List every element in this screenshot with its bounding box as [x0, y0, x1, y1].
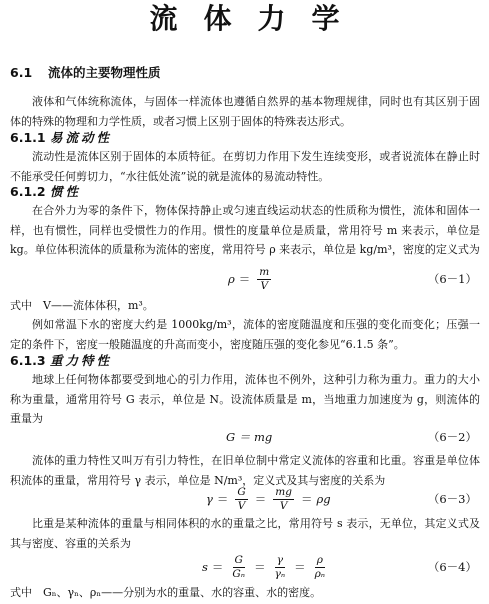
- fraction: $\frac{\rho}{\text{ρₙ}}$: [314, 553, 326, 580]
- paragraph-gravity: 地球上任何物体都要受到地心的引力作用，流体也不例外，这种引力称为重力。重力的大小称为重量，通常用符号 G 表示，单位是 N。设流体质量是 m，当地重力加速度为 g，则流体的重量为: [10, 373, 480, 425]
- fraction: $\frac{\gamma}{\text{γₙ}}$: [274, 553, 286, 580]
- section-heading-6-1-3: [10, 353, 112, 369]
- section-number: 6.1.3: [10, 353, 46, 368]
- section-number: 6.1.2: [10, 184, 46, 199]
- paragraph-inertia: 在合外力为零的条件下，物体保持静止或匀速直线运动状态的性质称为惯性，流体和固体一样，也有惯性，同样也受惯性力的作用。惯性的度量单位是质量，常用符号 m 来表示，单位是 kg。单位体积流体的质量称为流体的密度，常用符号 ρ 来表示，单位是 kg/m³，密度的定义式为: [10, 204, 480, 256]
- paragraph-where-volume: 式中 V——流体体积，m³。: [10, 299, 154, 312]
- equation-label: （6－2）: [427, 430, 477, 444]
- section-number: 6.1: [10, 65, 33, 80]
- section-title: 易流动性: [50, 130, 113, 145]
- paragraph-fluidity: 流动性是流体区别于固体的本质特征。在剪切力作用下发生连续变形，或者说流体在静止时不能承受任何剪切力，“水往低处流”说的就是流体的易流动特性。: [10, 150, 480, 183]
- section-title: 流体的主要物理性质: [48, 65, 161, 80]
- section-heading-6-1-2: [10, 184, 81, 200]
- equation-6-4: s ＝ $\frac{G}{\text{Gₙ}}$ ＝ $\frac{\gamma}{\text{γₙ}}$ ＝ $\frac{\rho}{\text{ρₙ}}$ （6－4）: [0, 550, 489, 584]
- equation-label: （6－4）: [427, 560, 477, 574]
- fraction: $\frac{m}{V}$: [259, 265, 270, 292]
- section-heading-6-1: [10, 65, 161, 81]
- equation-label: （6－1）: [427, 272, 477, 286]
- paragraph-density-example: 例如常温下水的密度大约是 1000kg/m³，流体的密度随温度和压强的变化而变化；压强一定的条件下，密度一般随温度的升高而变小，密度随压强的变化参见“6.1.5 条”。: [10, 318, 480, 351]
- eq-text: G ＝ mg: [226, 430, 273, 444]
- chapter-title: 流体力学: [149, 2, 366, 35]
- fraction: $\frac{G}{V}$: [237, 485, 246, 512]
- fraction: $\frac{mg}{V}$: [275, 485, 292, 512]
- paragraph-where-water: 式中 Gₙ、γₙ、ρₙ——分别为水的重量、水的容重、水的密度。: [10, 586, 322, 599]
- paragraph-specific-gravity: 比重是某种流体的重量与相同体积的水的重量之比，常用符号 s 表示，无单位，其定义式及其与密度、容重的关系为: [10, 517, 480, 550]
- section-title: 重力特性: [50, 353, 113, 368]
- equation-6-1: ρ ＝ $\frac{m}{V}$ （6－1）: [0, 262, 489, 296]
- equation-6-3: γ ＝ $\frac{G}{V}$ ＝ $\frac{mg}{V}$ ＝ ρg （6－3）: [0, 482, 489, 516]
- equation-label: （6－3）: [427, 492, 477, 506]
- section-title: 惯性: [50, 184, 82, 199]
- section-heading-6-1-1: [10, 130, 112, 146]
- fraction: $\frac{G}{\text{Gₙ}}$: [232, 553, 246, 580]
- paragraph-unit-weight: 流体的重力特性又叫万有引力特性，在旧单位制中常定义流体的容重和比重。容重是单位体积流体的重量，常用符号 γ 表示，单位是 N/m³，定义式及其与密度的关系为: [10, 454, 480, 487]
- section-number: 6.1.1: [10, 130, 46, 145]
- eq-lhs: ρ: [228, 272, 235, 286]
- equation-6-2: [0, 420, 489, 454]
- paragraph-intro: 液体和气体统称流体，与固体一样流体也遵循自然界的基本物理规律，同时也有其区别于固体的特殊的物理和力学性质，或者习惯上区别于固体的特殊表达形式。: [10, 95, 480, 128]
